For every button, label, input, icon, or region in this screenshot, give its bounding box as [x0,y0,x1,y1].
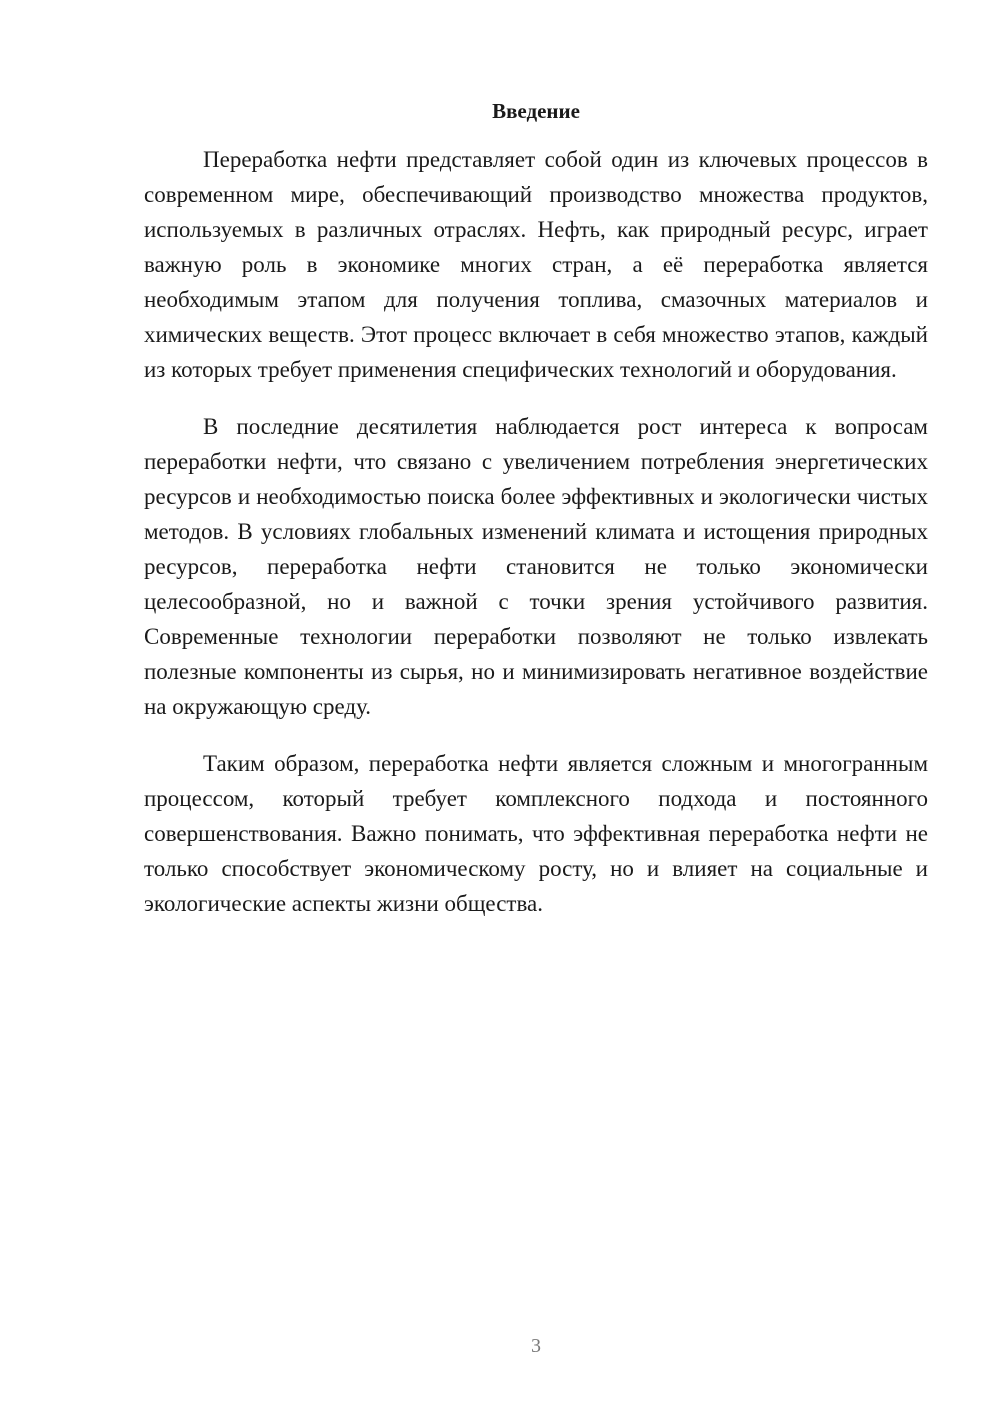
paragraph-3: Таким образом, переработка нефти является сложным и многогранным процессом, который требует комплексного подхода и постоянного совершенствования. Важно понимать, что эффективная переработка нефти не только способствует экономическому росту, но и влияет на социальные и экологические аспекты жизни общества. [144,751,928,916]
paragraph-1: Переработка нефти представляет собой один из ключевых процессов в современном мире, обеспечивающий производство множества продуктов, используемых в различных отраслях. Нефть, как природный ресурс, играет важную роль в экономике многих стран, а её переработка является необходимым этапом для получения топлива, смазочных материалов и химических веществ. Этот процесс включает в себя множество этапов, каждый из которых требует применения специфических технологий и оборудования. [144,147,928,382]
body-text [144,142,928,943]
page-number: 3 [531,1335,541,1357]
section-heading: Введение [492,99,580,123]
paragraph-2: В последние десятилетия наблюдается рост интереса к вопросам переработки нефти, что связано с увеличением потребления энергетических ресурсов и необходимостью поиска более эффективных и экологически чистых методов. В условиях глобальных изменений климата и истощения природных ресурсов, переработка нефти становится не только экономически целесообразной, но и важной с точки зрения устойчивого развития. Современные технологии переработки позволяют не только извлекать полезные компоненты из сырья, но и минимизировать негативное воздействие на окружающую среду. [144,414,928,719]
